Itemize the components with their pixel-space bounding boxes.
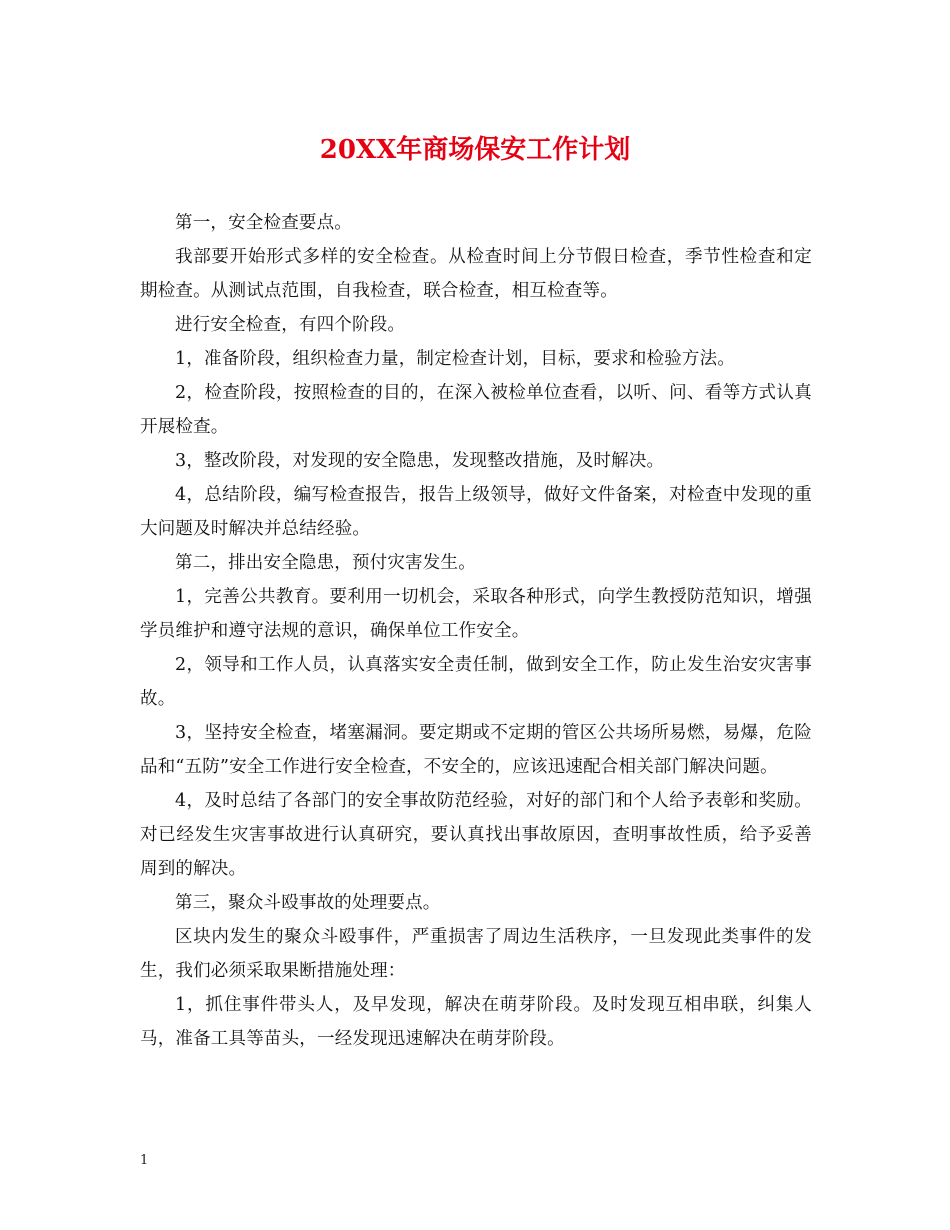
paragraph: 1，抓住事件带头人，及早发现，解决在萌芽阶段。及时发现互相串联，纠集人马，准备工具等苗头，一经发现迅速解决在萌芽阶段。 [140, 995, 812, 1049]
paragraph: 1，准备阶段，组织检查力量，制定检查计划，目标，要求和检验方法。 [175, 349, 736, 369]
paragraph: 2，领导和工作人员，认真落实安全责任制，做到安全工作，防止发生治安灾害事故。 [140, 655, 812, 709]
paragraph: 第三，聚众斗殴事故的处理要点。 [175, 893, 441, 913]
paragraph: 4，总结阶段，编写检查报告，报告上级领导，做好文件备案，对检查中发现的重大问题及时解决并总结经验。 [140, 485, 812, 539]
document-body [140, 206, 812, 1056]
paragraph: 4，及时总结了各部门的安全事故防范经验，对好的部门和个人给予表彰和奖励。对已经发生灾害事故进行认真研究，要认真找出事故原因，查明事故性质，给予妥善周到的解决。 [140, 791, 812, 879]
paragraph: 区块内发生的聚众斗殴事件，严重损害了周边生活秩序，一旦发现此类事件的发生，我们必须采取果断措施处理： [140, 927, 812, 981]
document-title: 20XX年商场保安工作计划 [319, 135, 631, 165]
page-number: 1 [140, 1153, 149, 1168]
paragraph: 3，整改阶段，对发现的安全隐患，发现整改措施，及时解决。 [175, 451, 665, 471]
paragraph: 第二，排出安全隐患，预付灾害发生。 [175, 553, 476, 573]
paragraph: 第一，安全检查要点。 [175, 213, 352, 233]
paragraph: 2，检查阶段，按照检查的目的，在深入被检单位查看，以听、问、看等方式认真开展检查。 [140, 383, 812, 437]
paragraph: 进行安全检查，有四个阶段。 [175, 315, 406, 335]
paragraph: 3，坚持安全检查，堵塞漏洞。要定期或不定期的管区公共场所易燃，易爆，危险品和“五防”安全工作进行安全检查，不安全的，应该迅速配合相关部门解决问题。 [140, 723, 812, 777]
paragraph: 我部要开始形式多样的安全检查。从检查时间上分节假日检查，季节性检查和定期检查。从测试点范围，自我检查，联合检查，相互检查等。 [140, 247, 812, 301]
paragraph: 1，完善公共教育。要利用一切机会，采取各种形式，向学生教授防范知识，增强学员维护和遵守法规的意识，确保单位工作安全。 [140, 587, 812, 641]
